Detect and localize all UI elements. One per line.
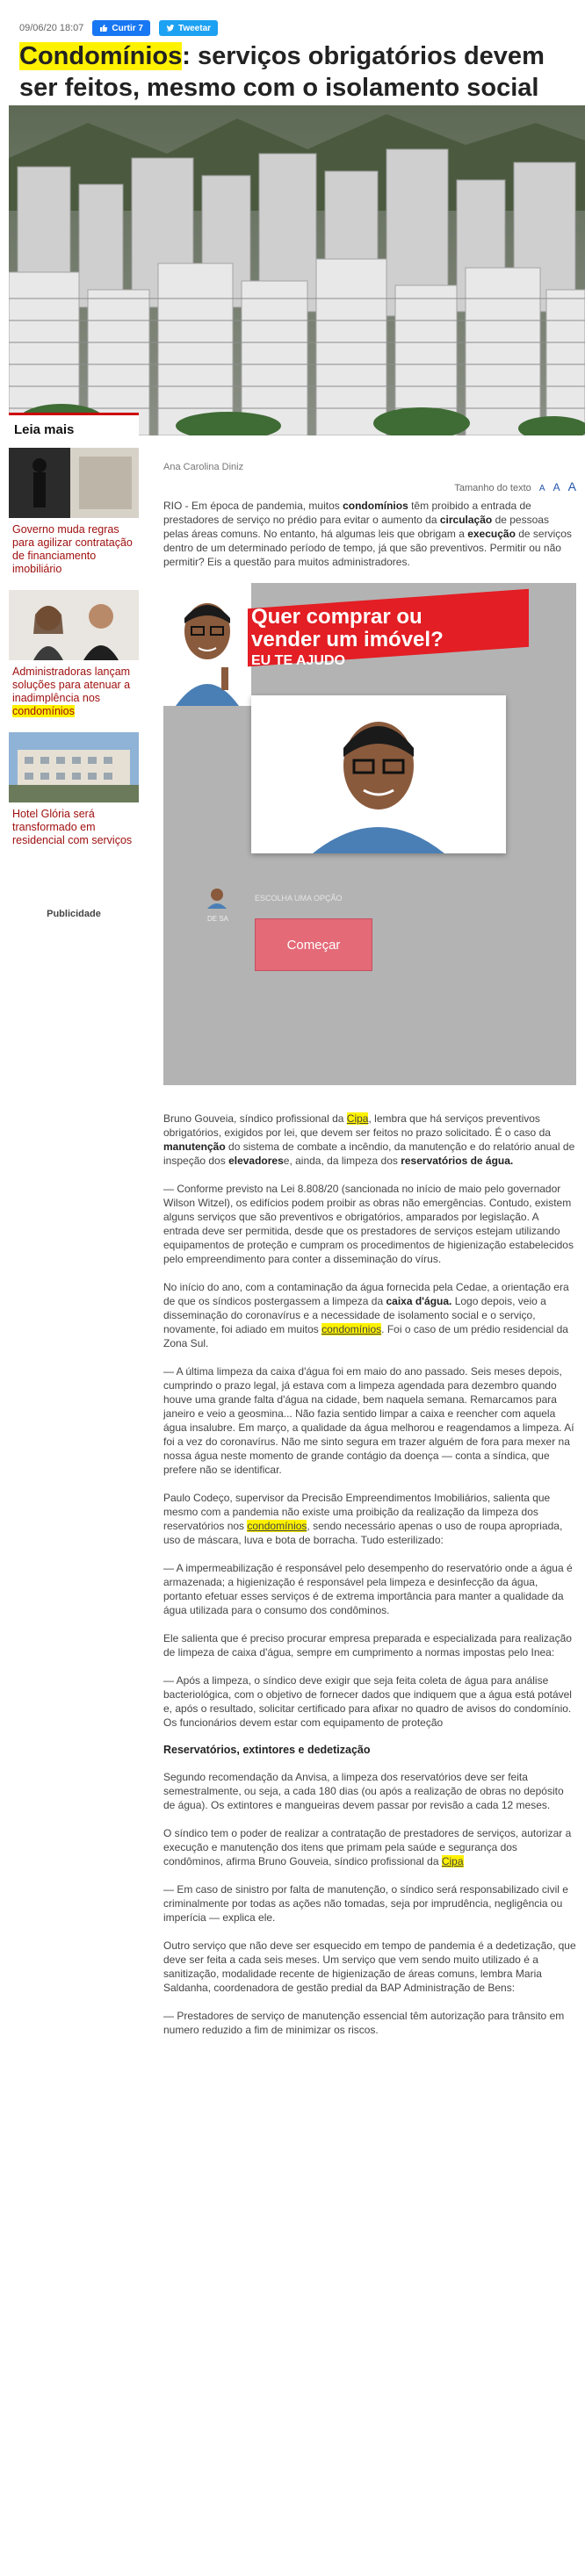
bold-term: condomínios — [343, 500, 408, 512]
promo-title-line2: vender um imóvel? — [251, 628, 444, 651]
paragraph-text: RIO - Em época de pandemia, muitos — [163, 500, 343, 512]
avatar-illustration — [251, 695, 506, 853]
paragraph-text: e, ainda, da limpeza dos — [283, 1155, 401, 1167]
ad-label: Publicidade — [47, 909, 101, 919]
paragraph-text: — Após a limpeza, o síndico deve exigir que seja feita coleta de água para análise bacteriológica, com o objetivo de fornecer dados que indiquem que a água está potável e, após o resultado, solicitar certificado para afixar no quadro de avisos do condomínio. Os funcionários devem estar com equipamento de proteção — [163, 1674, 572, 1729]
paragraph-text: Ele salienta que é preciso procurar empresa preparada e especializada para realização de limpeza de caixa d'água, sempre em cumprimento a normas impostas pelo Inea: — [163, 1632, 572, 1659]
article-subheading: Reservatórios, extintores e dedetização — [163, 1744, 371, 1756]
top-bar — [19, 19, 218, 37]
promo-caption: ESCOLHA UMA OPÇÃO — [255, 894, 343, 903]
paragraph-text: Logo depois, veio a disseminação do coronavírus e a necessidade de isolamento social e o serviço, novamente, foi adiado em muitos — [163, 1295, 546, 1335]
promo-title-line1: Quer comprar ou — [251, 605, 422, 629]
sidebar-item-label-text: Administradoras lançam soluções para atenuar a inadimplência nos — [12, 666, 131, 704]
text-size-small-button[interactable]: A — [538, 484, 545, 493]
bold-term: execução — [467, 528, 516, 540]
headline-rest: : serviços obrigatórios devem ser feitos, mesmo com o isolamento social — [19, 42, 545, 102]
tweet-button[interactable] — [159, 20, 218, 36]
article-paragraph — [163, 1673, 576, 1730]
sidebar-item-label — [9, 660, 139, 727]
promo-small-name: DE SA — [207, 915, 229, 923]
facebook-like-label: Curtir 7 — [112, 23, 143, 33]
paragraph-text: Paulo Codeço, supervisor da Precisão Empreendimentos Imobiliários, salienta que mesmo com a pandemia não existe uma proibição da realização da limpeza dos reservatórios nos — [163, 1492, 551, 1532]
paragraph-text: do sistema de combate a incêndio, da manutenção e do relatório anual de inspeção dos — [163, 1140, 575, 1167]
bold-term: caixa d'água. — [386, 1295, 452, 1307]
sidebar-read-more — [9, 413, 139, 919]
hero-image-buildings — [9, 105, 585, 435]
thumbnail-hotel-image — [9, 732, 139, 802]
facebook-like-button[interactable] — [92, 20, 150, 36]
promo-subtitle: EU TE AJUDO — [251, 653, 345, 668]
paragraph-text: — Prestadores de serviço de manutenção essencial têm autorização para trânsito em numero reduzido a fim de minimizar os riscos. — [163, 2010, 565, 2036]
article-headline — [19, 40, 573, 104]
paragraph-text: O síndico tem o poder de realizar a contratação de prestadores de serviços, autorizar a execução e manutenção dos itens que primam pela saúde e segurança dos condôminos, afirma Bruno Gouveia, síndico profissional da — [163, 1827, 572, 1867]
paragraph-text: de pessoas pelas áreas comuns. No entanto, há algumas leis que obrigam a — [163, 514, 549, 540]
promo-ad[interactable] — [163, 583, 576, 1085]
highlighted-term[interactable]: Cipa — [441, 1855, 464, 1867]
article-paragraph — [163, 1491, 576, 1547]
sidebar-item-label-highlight: condomínios — [12, 705, 75, 717]
article-paragraph — [163, 1280, 576, 1350]
thumbnail-worker-image — [9, 448, 139, 518]
paragraph-text: — Conforme previsto na Lei 8.808/20 (sancionada no início de maio pelo governador Wilson Witzel), os edifícios podem proibir as obras não emergências. Contudo, existem alguns serviços que são preventivos e obrigatórios, amparados por legislação. A entrada deve ser permitida, desde que os prestadores de serviços estejam utilizando equipamentos de proteção e cumpram os procedimentos de higienização estabelecidos pelo empreendimento para conter a disseminação do vírus. — [163, 1183, 574, 1265]
promo-title — [251, 606, 444, 651]
paragraph-text: Segundo recomendação da Anvisa, a limpeza dos reservatórios deve ser feita semestralmente, ou seja, a cada 180 dias (ou após a realização de obras no depósito de água). Os extintores e mangueiras devem passar por revisão a cada 12 meses. — [163, 1771, 564, 1811]
publish-date: 09/06/20 18:07 — [19, 23, 84, 33]
paragraph-text: . Foi o caso de um prédio residencial da Zona Sul. — [163, 1323, 568, 1349]
headline-highlight: Condomínios — [19, 42, 183, 70]
bold-term: reservatórios de água. — [401, 1155, 514, 1167]
article-body — [163, 462, 576, 2051]
bold-term: circulação — [439, 514, 493, 526]
twitter-bird-icon — [166, 24, 175, 32]
article-paragraph — [163, 1939, 576, 1995]
article-paragraph — [163, 1561, 576, 1617]
small-avatar-icon — [206, 886, 228, 909]
tweet-label: Tweetar — [177, 23, 212, 33]
article-paragraph — [163, 1112, 576, 1168]
sidebar-item-label: Governo muda regras para agilizar contratação de financiamento imobiliário — [12, 523, 133, 575]
bold-term: elevadores — [228, 1155, 284, 1167]
highlighted-term[interactable]: Cipa — [346, 1112, 369, 1125]
sidebar-heading: Leia mais — [9, 413, 139, 443]
sidebar-item-label: Hotel Glória será transformado em residencial com serviços — [12, 808, 133, 846]
article-paragraph — [163, 2009, 576, 2037]
text-size-label: Tamanho do texto — [454, 483, 531, 493]
bold-term: manutenção — [163, 1140, 226, 1153]
article-paragraph — [163, 1631, 576, 1659]
promo-avatar-card — [251, 695, 506, 853]
paragraph-text: Bruno Gouveia, síndico profissional da — [163, 1112, 347, 1125]
article-paragraph — [163, 1364, 576, 1477]
text-size-control — [454, 479, 576, 493]
text-size-large-button[interactable]: A — [567, 479, 576, 493]
thumbs-up-icon — [99, 24, 108, 32]
paragraph-text: Outro serviço que não deve ser esquecido em tempo de pandemia é a dedetização, que deve ser feita a cada seis meses. Um serviço que vem sendo muito utilizado é a sanitização, modalidade recente de higienização de áreas comuns, lembra Maria Saldanha, coordenadora de gestão predial da BAP Administração de Bens: — [163, 1939, 576, 1994]
paragraph-text: No início do ano, com a contaminação da água fornecida pela Cedae, a orientação era de que os síndicos postergassem a limpeza da — [163, 1281, 569, 1307]
article-paragraph — [163, 1182, 576, 1266]
article-author: Ana Carolina Diniz — [163, 462, 244, 472]
article-paragraph — [163, 499, 576, 569]
sidebar-item-inadimplencia[interactable] — [9, 590, 139, 727]
highlighted-term[interactable]: condomínios — [247, 1520, 307, 1532]
highlighted-term[interactable]: condomínios — [321, 1323, 382, 1335]
thumbnail-people-image — [9, 590, 139, 660]
promo-character-icon — [163, 583, 251, 706]
paragraph-text: — A impermeabilização é responsável pelo desempenho do reservatório onde a água é armazenada; a higienização é responsável pela limpeza e desinfecção da água, portanto efetuar esses serviços é de extrema importância para manter a qualidade da água utilizada para o consumo dos condôminos. — [163, 1562, 573, 1616]
bottom-fade — [0, 2523, 585, 2576]
article-paragraph — [163, 1826, 576, 1868]
paragraph-text: têm proibido a entrada de prestadores de serviço no prédio para evitar o aumento da — [163, 500, 531, 526]
sidebar-item-hotel-gloria[interactable] — [9, 732, 139, 856]
promo-start-button[interactable]: Começar — [255, 918, 372, 971]
text-size-medium-button[interactable]: A — [552, 481, 560, 493]
paragraph-text: , sendo necessário apenas o uso de roupa apropriada, uso de máscara, luva e bota de borracha. Tudo esterilizado: — [163, 1520, 563, 1546]
paragraph-text: — A última limpeza da caixa d'água foi em maio do ano passado. Seis meses depois, cumprindo o prazo legal, já estava com a limpeza agendada para dezembro quando houve uma grande falta d'água na cidade, bem naquela semana. Remarcamos para janeiro e veio a geosmina... Não fazia sentido limpar a caixa e reencher com aquela água insalubre. Em março, a qualidade da água melhorou e reagendamos a limpeza. Aí foi a vez do coronavírus. Não me sinto segura em trazer alguém de fora para mexer na nossa água neste momento de grande contágio da doença — conta a síndica, que prefere não se identificar. — [163, 1365, 574, 1476]
sidebar-item-financiamento[interactable] — [9, 448, 139, 585]
paragraph-text: , lembra que há serviços preventivos obrigatórios, exigidos por lei, que devem ser feitos no prazo solicitado. É o caso da — [163, 1112, 551, 1139]
article-paragraph — [163, 1882, 576, 1925]
paragraph-text: de serviços dentro de um determinado período de tempo, já que são preventivos. Permitir ou não permitir? Eis a questão para muitos administradores. — [163, 528, 572, 568]
paragraph-text: — Em caso de sinistro por falta de manutenção, o síndico será responsabilizado civil e criminalmente por todas as ações não tomadas, seja por imprudência, negligência ou imperícia — explica ele. — [163, 1883, 568, 1924]
article-paragraph — [163, 1770, 576, 1812]
